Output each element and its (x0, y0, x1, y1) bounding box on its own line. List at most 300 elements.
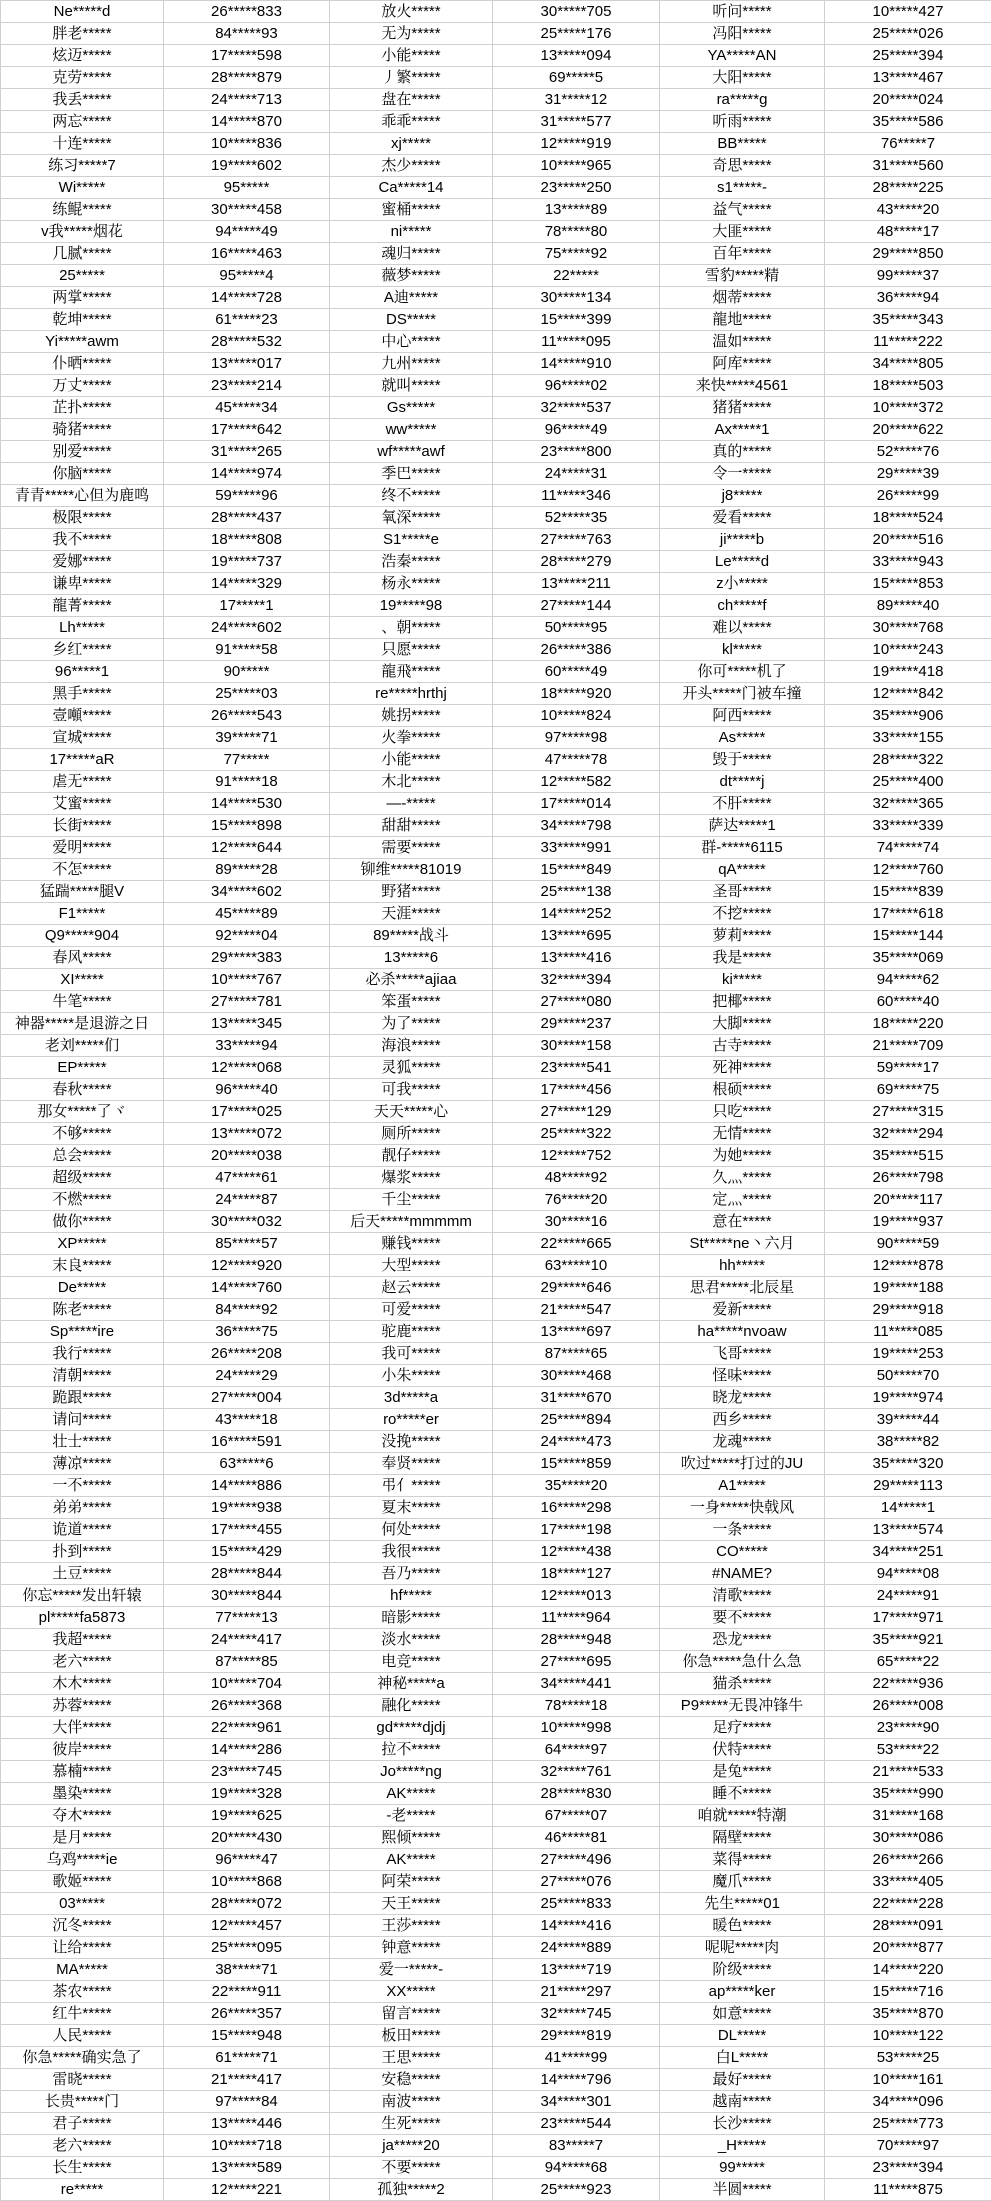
name-cell[interactable]: 不够***** (1, 1123, 164, 1145)
phone-cell[interactable]: 24*****31 (493, 463, 660, 485)
phone-cell[interactable]: 12*****878 (825, 1255, 991, 1277)
phone-cell[interactable]: 32*****294 (825, 1123, 991, 1145)
name-cell[interactable]: 春秋***** (1, 1079, 164, 1101)
name-cell[interactable]: 天涯***** (330, 903, 493, 925)
phone-cell[interactable]: 30*****16 (493, 1211, 660, 1233)
phone-cell[interactable]: 47*****61 (164, 1167, 330, 1189)
name-cell[interactable]: 牛笔***** (1, 991, 164, 1013)
phone-cell[interactable]: 33*****94 (164, 1035, 330, 1057)
phone-cell[interactable]: 26*****798 (825, 1167, 991, 1189)
name-cell[interactable]: 大型***** (330, 1255, 493, 1277)
phone-cell[interactable]: 96*****40 (164, 1079, 330, 1101)
phone-cell[interactable]: 27*****315 (825, 1101, 991, 1123)
name-cell[interactable]: xj***** (330, 133, 493, 155)
phone-cell[interactable]: 20*****430 (164, 1827, 330, 1849)
name-cell[interactable]: 89*****战斗 (330, 925, 493, 947)
name-cell[interactable]: j8***** (660, 485, 825, 507)
phone-cell[interactable]: 63*****6 (164, 1453, 330, 1475)
phone-cell[interactable]: 31*****670 (493, 1387, 660, 1409)
phone-cell[interactable]: 28*****844 (164, 1563, 330, 1585)
name-cell[interactable]: 壮士***** (1, 1431, 164, 1453)
name-cell[interactable]: 丿繁***** (330, 67, 493, 89)
phone-cell[interactable]: 33*****155 (825, 727, 991, 749)
name-cell[interactable]: 薄凉***** (1, 1453, 164, 1475)
name-cell[interactable]: 弔亻***** (330, 1475, 493, 1497)
name-cell[interactable]: 无情***** (660, 1123, 825, 1145)
phone-cell[interactable]: 77*****13 (164, 1607, 330, 1629)
name-cell[interactable]: 乾坤***** (1, 309, 164, 331)
name-cell[interactable]: ha*****nvoaw (660, 1321, 825, 1343)
phone-cell[interactable]: 14*****886 (164, 1475, 330, 1497)
name-cell[interactable]: 浩秦***** (330, 551, 493, 573)
name-cell[interactable]: 爱一*****- (330, 1959, 493, 1981)
phone-cell[interactable]: 13*****345 (164, 1013, 330, 1035)
phone-cell[interactable]: 78*****80 (493, 221, 660, 243)
name-cell[interactable]: 阶级***** (660, 1959, 825, 1981)
name-cell[interactable]: 别爱***** (1, 441, 164, 463)
phone-cell[interactable]: 12*****760 (825, 859, 991, 881)
name-cell[interactable]: 龍地***** (660, 309, 825, 331)
name-cell[interactable]: 歌姬***** (1, 1871, 164, 1893)
name-cell[interactable]: YA*****AN (660, 45, 825, 67)
name-cell[interactable]: 爱明***** (1, 837, 164, 859)
phone-cell[interactable]: 17*****618 (825, 903, 991, 925)
phone-cell[interactable]: 59*****17 (825, 1057, 991, 1079)
phone-cell[interactable]: 25*****176 (493, 23, 660, 45)
phone-cell[interactable]: 10*****998 (493, 1717, 660, 1739)
phone-cell[interactable]: 15*****399 (493, 309, 660, 331)
name-cell[interactable]: 烟蒂***** (660, 287, 825, 309)
name-cell[interactable]: 芷扑***** (1, 397, 164, 419)
phone-cell[interactable]: 94*****68 (493, 2157, 660, 2179)
phone-cell[interactable]: 24*****889 (493, 1937, 660, 1959)
phone-cell[interactable]: 12*****068 (164, 1057, 330, 1079)
name-cell[interactable]: 黑手***** (1, 683, 164, 705)
phone-cell[interactable]: 12*****582 (493, 771, 660, 793)
phone-cell[interactable]: 17*****598 (164, 45, 330, 67)
name-cell[interactable]: 乌鸡*****ie (1, 1849, 164, 1871)
name-cell[interactable]: 可爱***** (330, 1299, 493, 1321)
name-cell[interactable]: 谦卑***** (1, 573, 164, 595)
name-cell[interactable]: 万丈***** (1, 375, 164, 397)
phone-cell[interactable]: 35*****515 (825, 1145, 991, 1167)
phone-cell[interactable]: 10*****868 (164, 1871, 330, 1893)
phone-cell[interactable]: 15*****144 (825, 925, 991, 947)
name-cell[interactable]: 清歌***** (660, 1585, 825, 1607)
name-cell[interactable]: 魔爪***** (660, 1871, 825, 1893)
name-cell[interactable]: AK***** (330, 1849, 493, 1871)
name-cell[interactable]: 最好***** (660, 2069, 825, 2091)
name-cell[interactable]: 小能***** (330, 749, 493, 771)
name-cell[interactable]: 思君*****北辰星 (660, 1277, 825, 1299)
name-cell[interactable]: 长街***** (1, 815, 164, 837)
name-cell[interactable]: gd*****djdj (330, 1717, 493, 1739)
name-cell[interactable]: 奉贤***** (330, 1453, 493, 1475)
phone-cell[interactable]: 32*****365 (825, 793, 991, 815)
phone-cell[interactable]: 26*****99 (825, 485, 991, 507)
phone-cell[interactable]: 25*****095 (164, 1937, 330, 1959)
name-cell[interactable]: 需要***** (330, 837, 493, 859)
phone-cell[interactable]: 91*****58 (164, 639, 330, 661)
phone-cell[interactable]: 26*****357 (164, 2003, 330, 2025)
phone-cell[interactable]: 15*****948 (164, 2025, 330, 2047)
name-cell[interactable]: 练习*****7 (1, 155, 164, 177)
phone-cell[interactable]: 24*****87 (164, 1189, 330, 1211)
phone-cell[interactable]: 10*****965 (493, 155, 660, 177)
name-cell[interactable]: 神器*****是退游之日 (1, 1013, 164, 1035)
phone-cell[interactable]: 18*****503 (825, 375, 991, 397)
name-cell[interactable]: 听雨***** (660, 111, 825, 133)
phone-cell[interactable]: 96*****02 (493, 375, 660, 397)
name-cell[interactable]: 不挖***** (660, 903, 825, 925)
phone-cell[interactable]: 89*****28 (164, 859, 330, 881)
phone-cell[interactable]: 10*****372 (825, 397, 991, 419)
phone-cell[interactable]: 36*****94 (825, 287, 991, 309)
name-cell[interactable]: 03***** (1, 1893, 164, 1915)
name-cell[interactable]: BB***** (660, 133, 825, 155)
phone-cell[interactable]: 28*****437 (164, 507, 330, 529)
phone-cell[interactable]: 63*****10 (493, 1255, 660, 1277)
phone-cell[interactable]: 11*****346 (493, 485, 660, 507)
name-cell[interactable]: _H***** (660, 2135, 825, 2157)
name-cell[interactable]: 开头*****门被车撞 (660, 683, 825, 705)
name-cell[interactable]: Wi***** (1, 177, 164, 199)
name-cell[interactable]: 听问***** (660, 1, 825, 23)
phone-cell[interactable]: 24*****473 (493, 1431, 660, 1453)
name-cell[interactable]: 你急*****急什么急 (660, 1651, 825, 1673)
name-cell[interactable]: 终不***** (330, 485, 493, 507)
phone-cell[interactable]: 28*****948 (493, 1629, 660, 1651)
name-cell[interactable]: 淡水***** (330, 1629, 493, 1651)
name-cell[interactable]: 爱看***** (660, 507, 825, 529)
phone-cell[interactable]: 83*****7 (493, 2135, 660, 2157)
phone-cell[interactable]: 19*****328 (164, 1783, 330, 1805)
phone-cell[interactable]: 46*****81 (493, 1827, 660, 1849)
phone-cell[interactable]: 96*****47 (164, 1849, 330, 1871)
phone-cell[interactable]: 14*****286 (164, 1739, 330, 1761)
name-cell[interactable]: 胖老***** (1, 23, 164, 45)
phone-cell[interactable]: 91*****18 (164, 771, 330, 793)
phone-cell[interactable]: 38*****82 (825, 1431, 991, 1453)
phone-cell[interactable]: 89*****40 (825, 595, 991, 617)
name-cell[interactable]: 17*****aR (1, 749, 164, 771)
name-cell[interactable]: 西乡***** (660, 1409, 825, 1431)
name-cell[interactable]: 季巴***** (330, 463, 493, 485)
phone-cell[interactable]: 53*****25 (825, 2047, 991, 2069)
phone-cell[interactable]: 31*****560 (825, 155, 991, 177)
phone-cell[interactable]: 30*****458 (164, 199, 330, 221)
name-cell[interactable]: 薇梦***** (330, 265, 493, 287)
phone-cell[interactable]: 35*****586 (825, 111, 991, 133)
phone-cell[interactable]: 27*****781 (164, 991, 330, 1013)
name-cell[interactable]: 难以***** (660, 617, 825, 639)
phone-cell[interactable]: 25*****833 (493, 1893, 660, 1915)
phone-cell[interactable]: 10*****718 (164, 2135, 330, 2157)
phone-cell[interactable]: 36*****75 (164, 1321, 330, 1343)
name-cell[interactable]: 钟意***** (330, 1937, 493, 1959)
name-cell[interactable]: 魂归***** (330, 243, 493, 265)
name-cell[interactable]: 长沙***** (660, 2113, 825, 2135)
phone-cell[interactable]: 25*****894 (493, 1409, 660, 1431)
phone-cell[interactable]: 27*****695 (493, 1651, 660, 1673)
phone-cell[interactable]: 23*****214 (164, 375, 330, 397)
name-cell[interactable]: 把椰***** (660, 991, 825, 1013)
phone-cell[interactable]: 41*****99 (493, 2047, 660, 2069)
phone-cell[interactable]: 15*****716 (825, 1981, 991, 2003)
phone-cell[interactable]: 59*****96 (164, 485, 330, 507)
phone-cell[interactable]: 21*****297 (493, 1981, 660, 2003)
phone-cell[interactable]: 29*****237 (493, 1013, 660, 1035)
name-cell[interactable]: 弟弟***** (1, 1497, 164, 1519)
phone-cell[interactable]: 23*****90 (825, 1717, 991, 1739)
name-cell[interactable]: 野猪***** (330, 881, 493, 903)
name-cell[interactable]: 放火***** (330, 1, 493, 23)
name-cell[interactable]: 怪味***** (660, 1365, 825, 1387)
name-cell[interactable]: A1***** (660, 1475, 825, 1497)
name-cell[interactable]: 25***** (1, 265, 164, 287)
name-cell[interactable]: 只愿***** (330, 639, 493, 661)
phone-cell[interactable]: 35*****906 (825, 705, 991, 727)
phone-cell[interactable]: 17*****198 (493, 1519, 660, 1541)
name-cell[interactable]: ra*****g (660, 89, 825, 111)
name-cell[interactable]: XI***** (1, 969, 164, 991)
name-cell[interactable]: Q9*****904 (1, 925, 164, 947)
name-cell[interactable]: s1*****- (660, 177, 825, 199)
name-cell[interactable]: —-***** (330, 793, 493, 815)
name-cell[interactable]: 龙魂***** (660, 1431, 825, 1453)
phone-cell[interactable]: 30*****134 (493, 287, 660, 309)
phone-cell[interactable]: 15*****853 (825, 573, 991, 595)
name-cell[interactable]: 菜得***** (660, 1849, 825, 1871)
name-cell[interactable]: 我可***** (330, 1343, 493, 1365)
phone-cell[interactable]: 14*****870 (164, 111, 330, 133)
name-cell[interactable]: 飞哥***** (660, 1343, 825, 1365)
phone-cell[interactable]: 31*****265 (164, 441, 330, 463)
name-cell[interactable]: 姚拐***** (330, 705, 493, 727)
name-cell[interactable]: 茶农***** (1, 1981, 164, 2003)
name-cell[interactable]: 木木***** (1, 1673, 164, 1695)
phone-cell[interactable]: 16*****463 (164, 243, 330, 265)
phone-cell[interactable]: 10*****122 (825, 2025, 991, 2047)
phone-cell[interactable]: 18*****524 (825, 507, 991, 529)
name-cell[interactable]: 不燃***** (1, 1189, 164, 1211)
phone-cell[interactable]: 30*****086 (825, 1827, 991, 1849)
phone-cell[interactable]: 18*****127 (493, 1563, 660, 1585)
phone-cell[interactable]: 25*****138 (493, 881, 660, 903)
name-cell[interactable]: 安稳***** (330, 2069, 493, 2091)
phone-cell[interactable]: 28*****322 (825, 749, 991, 771)
phone-cell[interactable]: 11*****222 (825, 331, 991, 353)
phone-cell[interactable]: 27*****129 (493, 1101, 660, 1123)
name-cell[interactable]: 融化***** (330, 1695, 493, 1717)
phone-cell[interactable]: 52*****76 (825, 441, 991, 463)
phone-cell[interactable]: 99*****37 (825, 265, 991, 287)
phone-cell[interactable]: 95*****4 (164, 265, 330, 287)
phone-cell[interactable]: 12*****842 (825, 683, 991, 705)
name-cell[interactable]: 半圆***** (660, 2179, 825, 2201)
name-cell[interactable]: Le*****d (660, 551, 825, 573)
name-cell[interactable]: 99***** (660, 2157, 825, 2179)
name-cell[interactable]: 恐龙***** (660, 1629, 825, 1651)
phone-cell[interactable]: 50*****95 (493, 617, 660, 639)
name-cell[interactable]: 老六***** (1, 2135, 164, 2157)
phone-cell[interactable]: 35*****20 (493, 1475, 660, 1497)
name-cell[interactable]: 小能***** (330, 45, 493, 67)
name-cell[interactable]: Lh***** (1, 617, 164, 639)
phone-cell[interactable]: 34*****602 (164, 881, 330, 903)
phone-cell[interactable]: 26*****386 (493, 639, 660, 661)
phone-cell[interactable]: 28*****225 (825, 177, 991, 199)
phone-cell[interactable]: 77***** (164, 749, 330, 771)
name-cell[interactable]: 死神***** (660, 1057, 825, 1079)
name-cell[interactable]: 你脑***** (1, 463, 164, 485)
phone-cell[interactable]: 28*****532 (164, 331, 330, 353)
name-cell[interactable]: 笨蛋***** (330, 991, 493, 1013)
phone-cell[interactable]: 17*****455 (164, 1519, 330, 1541)
name-cell[interactable]: 睡不***** (660, 1783, 825, 1805)
phone-cell[interactable]: 24*****91 (825, 1585, 991, 1607)
phone-cell[interactable]: 23*****745 (164, 1761, 330, 1783)
name-cell[interactable]: 没挽***** (330, 1431, 493, 1453)
phone-cell[interactable]: 10*****836 (164, 133, 330, 155)
name-cell[interactable]: 木北***** (330, 771, 493, 793)
phone-cell[interactable]: 87*****85 (164, 1651, 330, 1673)
phone-cell[interactable]: 17*****456 (493, 1079, 660, 1101)
name-cell[interactable]: 真的***** (660, 441, 825, 463)
name-cell[interactable]: ki***** (660, 969, 825, 991)
name-cell[interactable]: 极限***** (1, 507, 164, 529)
name-cell[interactable]: 暖色***** (660, 1915, 825, 1937)
name-cell[interactable]: 萝莉***** (660, 925, 825, 947)
name-cell[interactable]: #NAME? (660, 1563, 825, 1585)
phone-cell[interactable]: 38*****71 (164, 1959, 330, 1981)
name-cell[interactable]: 生死***** (330, 2113, 493, 2135)
phone-cell[interactable]: 14*****760 (164, 1277, 330, 1299)
phone-cell[interactable]: 52*****35 (493, 507, 660, 529)
phone-cell[interactable]: 35*****870 (825, 2003, 991, 2025)
phone-cell[interactable]: 24*****713 (164, 89, 330, 111)
phone-cell[interactable]: 34*****096 (825, 2091, 991, 2113)
name-cell[interactable]: 土豆***** (1, 1563, 164, 1585)
name-cell[interactable]: 一不***** (1, 1475, 164, 1497)
name-cell[interactable]: 你忘*****发出轩辕 (1, 1585, 164, 1607)
name-cell[interactable]: 我很***** (330, 1541, 493, 1563)
phone-cell[interactable]: 13*****695 (493, 925, 660, 947)
phone-cell[interactable]: 13*****446 (164, 2113, 330, 2135)
name-cell[interactable]: 千尘***** (330, 1189, 493, 1211)
phone-cell[interactable]: 33*****991 (493, 837, 660, 859)
phone-cell[interactable]: 26*****008 (825, 1695, 991, 1717)
phone-cell[interactable]: 94*****49 (164, 221, 330, 243)
phone-cell[interactable]: 13*****211 (493, 573, 660, 595)
name-cell[interactable]: 猛踹*****腿V (1, 881, 164, 903)
phone-cell[interactable]: 70*****97 (825, 2135, 991, 2157)
phone-cell[interactable]: 20*****038 (164, 1145, 330, 1167)
name-cell[interactable]: 盘在***** (330, 89, 493, 111)
phone-cell[interactable]: 24*****417 (164, 1629, 330, 1651)
phone-cell[interactable]: 17*****014 (493, 793, 660, 815)
phone-cell[interactable]: 19*****937 (825, 1211, 991, 1233)
phone-cell[interactable]: 32*****745 (493, 2003, 660, 2025)
name-cell[interactable]: P9*****无畏冲锋牛 (660, 1695, 825, 1717)
phone-cell[interactable]: 10*****243 (825, 639, 991, 661)
phone-cell[interactable]: 29*****918 (825, 1299, 991, 1321)
phone-cell[interactable]: 87*****65 (493, 1343, 660, 1365)
name-cell[interactable]: 练鲲***** (1, 199, 164, 221)
phone-cell[interactable]: 61*****23 (164, 309, 330, 331)
phone-cell[interactable]: 25*****394 (825, 45, 991, 67)
name-cell[interactable]: -老***** (330, 1805, 493, 1827)
phone-cell[interactable]: 10*****427 (825, 1, 991, 23)
name-cell[interactable]: 老六***** (1, 1651, 164, 1673)
phone-cell[interactable]: 22*****665 (493, 1233, 660, 1255)
phone-cell[interactable]: 11*****875 (825, 2179, 991, 2201)
phone-cell[interactable]: 18*****220 (825, 1013, 991, 1035)
phone-cell[interactable]: 26*****208 (164, 1343, 330, 1365)
phone-cell[interactable]: 12*****013 (493, 1585, 660, 1607)
name-cell[interactable]: 让给***** (1, 1937, 164, 1959)
phone-cell[interactable]: 13*****094 (493, 45, 660, 67)
name-cell[interactable]: v我*****烟花 (1, 221, 164, 243)
name-cell[interactable]: 墨染***** (1, 1783, 164, 1805)
phone-cell[interactable]: 29*****113 (825, 1475, 991, 1497)
phone-cell[interactable]: 26*****543 (164, 705, 330, 727)
phone-cell[interactable]: 24*****602 (164, 617, 330, 639)
phone-cell[interactable]: 17*****971 (825, 1607, 991, 1629)
name-cell[interactable]: Sp*****ire (1, 1321, 164, 1343)
phone-cell[interactable]: 19*****418 (825, 661, 991, 683)
name-cell[interactable]: 红牛***** (1, 2003, 164, 2025)
name-cell[interactable]: 老刘*****们 (1, 1035, 164, 1057)
name-cell[interactable]: 赵云***** (330, 1277, 493, 1299)
name-cell[interactable]: 你可*****机了 (660, 661, 825, 683)
phone-cell[interactable]: 29*****646 (493, 1277, 660, 1299)
name-cell[interactable]: 如意***** (660, 2003, 825, 2025)
phone-cell[interactable]: 34*****805 (825, 353, 991, 375)
name-cell[interactable]: 乡红***** (1, 639, 164, 661)
name-cell[interactable]: Ax*****1 (660, 419, 825, 441)
phone-cell[interactable]: 34*****301 (493, 2091, 660, 2113)
phone-cell[interactable]: 53*****22 (825, 1739, 991, 1761)
phone-cell[interactable]: 16*****591 (164, 1431, 330, 1453)
phone-cell[interactable]: 13*****89 (493, 199, 660, 221)
name-cell[interactable]: 是月***** (1, 1827, 164, 1849)
phone-cell[interactable]: 17*****025 (164, 1101, 330, 1123)
phone-cell[interactable]: 14*****910 (493, 353, 660, 375)
name-cell[interactable]: 电竞***** (330, 1651, 493, 1673)
phone-cell[interactable]: 19*****602 (164, 155, 330, 177)
phone-cell[interactable]: 35*****921 (825, 1629, 991, 1651)
phone-cell[interactable]: 17*****1 (164, 595, 330, 617)
name-cell[interactable]: 海浪***** (330, 1035, 493, 1057)
name-cell[interactable]: 总会***** (1, 1145, 164, 1167)
phone-cell[interactable]: 21*****417 (164, 2069, 330, 2091)
phone-cell[interactable]: 30*****468 (493, 1365, 660, 1387)
phone-cell[interactable]: 12*****221 (164, 2179, 330, 2201)
phone-cell[interactable]: 69*****5 (493, 67, 660, 89)
name-cell[interactable]: 猫杀***** (660, 1673, 825, 1695)
name-cell[interactable]: 灵狐***** (330, 1057, 493, 1079)
phone-cell[interactable]: 43*****18 (164, 1409, 330, 1431)
phone-cell[interactable]: 13*****416 (493, 947, 660, 969)
name-cell[interactable]: 天天*****心 (330, 1101, 493, 1123)
phone-cell[interactable]: 14*****530 (164, 793, 330, 815)
name-cell[interactable]: 无为***** (330, 23, 493, 45)
phone-cell[interactable]: 22***** (493, 265, 660, 287)
name-cell[interactable]: 春风***** (1, 947, 164, 969)
name-cell[interactable]: 久灬***** (660, 1167, 825, 1189)
name-cell[interactable]: 晓龙***** (660, 1387, 825, 1409)
